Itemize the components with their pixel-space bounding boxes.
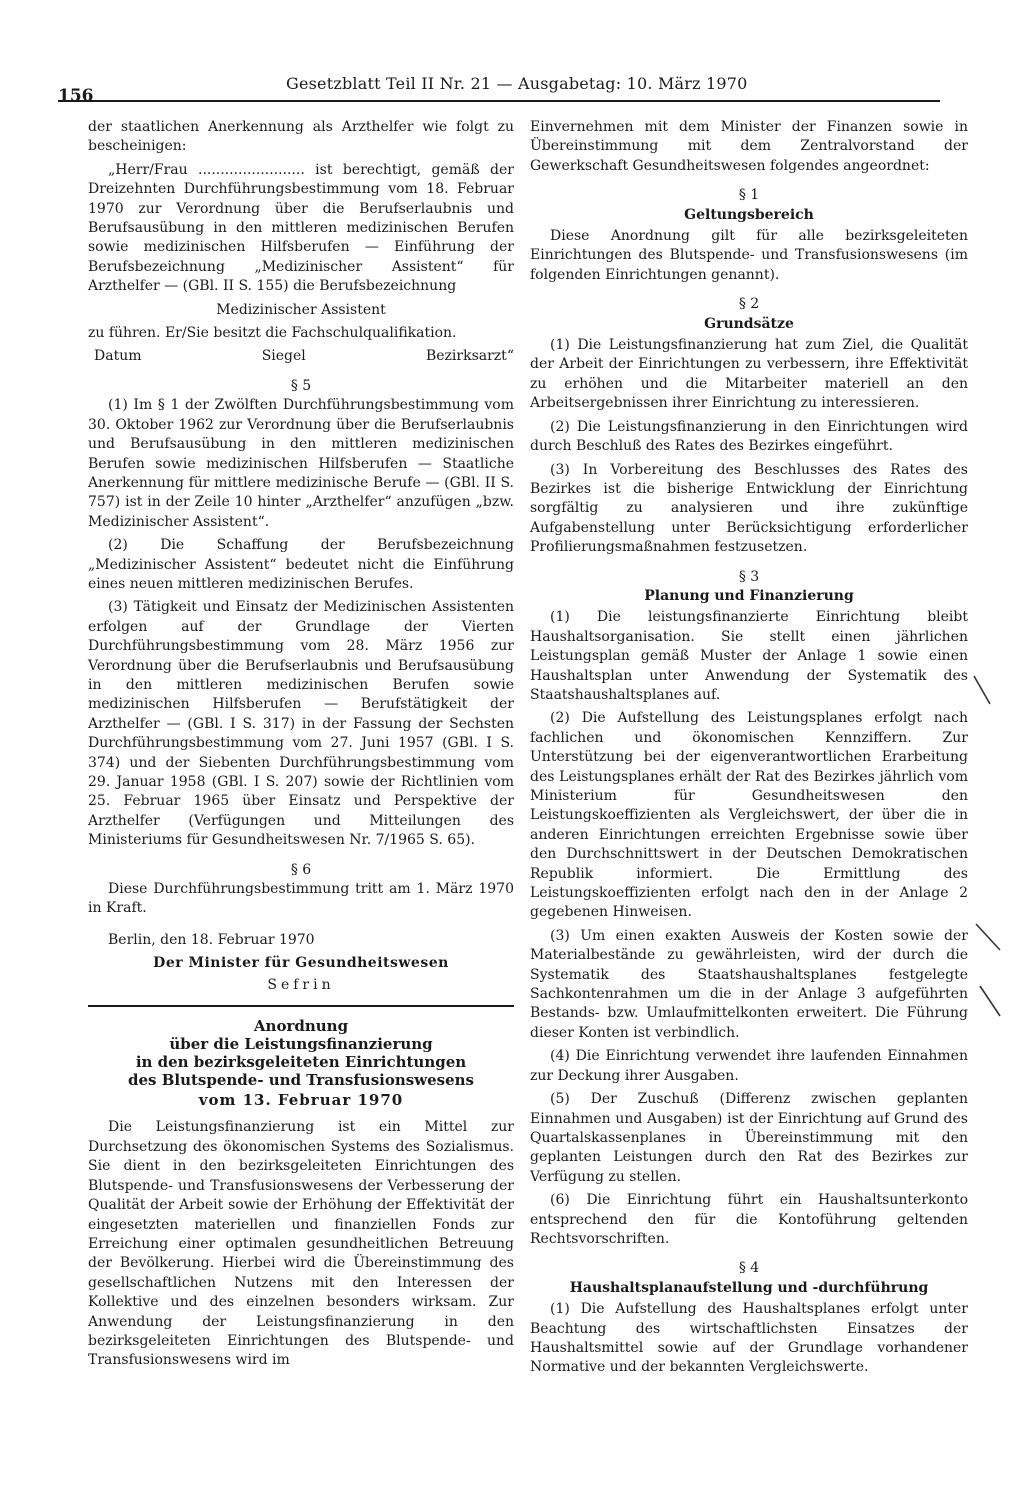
paragraph: (5) Der Zuschuß (Differenz zwischen geplanten Einnahmen und Ausgaben) ist der Einrichtung auf Grund des Quartalskassenplanes in Übereinstimmung mit den geplanten Leistungen durch den Rat des Bezirkes zur Verfügung zu stellen. [530,1091,968,1185]
paragraph: Die Leistungsfinanzierung ist ein Mittel zur Durchsetzung des ökonomischen Systems des Sozialismus. Sie dient in den bezirksgeleiteten Einrichtungen des Blutspende- und Transfusionswesens der Verbesserung der Qualität der Arbeit sowie der Erhöhung der Effektivität der eingesetzten materiellen und finanziellen Fonds zur Erreichung einer optimalen gesundheitlichen Betreuung der Bevölkerung. Hierbei wird die Übereinstimmung des gesellschaftlichen Nutzens mit den Interessen der Kollektive und des einzelnen besonders wirksam. Zur Anwendung der Leistungsfinanzierung in den bezirksgeleiteten Einrichtungen des Blutspende- und Transfusionswesens wird im [88,1119,514,1369]
section-heading: § 2 [738,296,760,313]
section-title: Grundsätze [704,315,794,332]
minister-title: Der Minister für Gesundheitswesen [153,955,449,972]
certificate-title: Medizinischer Assistent [216,301,386,318]
paragraph: (3) In Vorbereitung des Beschlusses des Rates des Bezirkes ist die bisherige Entwicklung der Einrichtung sorgfältig zu analysieren und ihre zukünftige Aufgabenstellung unter Berücksichtigung erforderlicher Profilierungsmaßnahmen festzusetzen. [530,461,968,556]
section-title: Haushaltsplanaufstellung und -durchführung [569,1279,929,1296]
ordinance-title-line: Anordnung [253,1017,349,1036]
certificate-text-end: zu führen. Er/Sie besitzt die Fachschulqualifikation. [88,325,457,342]
certificate-signature-row [88,347,514,366]
paragraph: Einvernehmen mit dem Minister der Finanzen sowie in Übereinstimmung mit dem Zentralvorstand der Gewerkschaft Gesundheitswesen folgendes angeordnet: [530,119,968,174]
paragraph: (3) Um einen exakten Ausweis der Kosten sowie der Materialbestände zu gewährleisten, wird der durch die Systematik des Staatshaushaltsplanes festgelegte Sachkontenrahmen um die in der Anlage 3 aufgeführten Bestands- bzw. Umlaufmittelkonten erweitert. Die Führung dieser Konten ist verbindlich. [530,927,968,1041]
signature-bezirksarzt: Bezirksarzt“ [425,348,514,365]
paragraph: (1) Die leistungsfinanzierte Einrichtung bleibt Haushaltsorganisation. Sie stellt einen jährlichen Leistungsplan gemäß Muster der Anlage 1 sowie einen Haushaltsplan unter Anwendung der Systematik des Staatshaushaltsplanes auf. [530,609,968,703]
section-heading: § 6 [290,861,312,878]
paragraph: (2) Die Schaffung der Berufsbezeichnung „Medizinischer Assistent“ bedeutet nicht die Einführung eines neuen mittleren medizinischen Berufes. [88,537,514,592]
place-date: Berlin, den 18. Februar 1970 [108,931,315,948]
ordinance-title-line: in den bezirksgeleiteten Einrichtungen [135,1053,467,1072]
margin-mark [980,986,1000,1016]
section-heading: § 1 [738,187,760,204]
margin-marks [970,670,1010,1030]
signature-datum: Datum [94,348,142,365]
signer-name: Sefrin [267,976,335,993]
page-number: 156 [58,86,94,106]
divider [88,1005,514,1007]
paragraph: (1) Die Leistungsfinanzierung hat zum Ziel, die Qualität der Arbeit der Einrichtungen zu verbessern, ihre Effektivität zu erhöhen und die Mitarbeiter materiell an den Arbeitsergebnissen ihrer Einrichtung zu interessieren. [530,337,968,412]
paragraph: (1) Im § 1 der Zwölften Durchführungsbestimmung vom 30. Oktober 1962 zur Verordnung über die Berufserlaubnis und Berufsausübung in den mittleren medizinischen Berufen sowie medizinischen Hilfsberufen — Staatliche Anerkennung für mittlere medizinische Berufe — (GBl. II S. 757) ist in der Zeile 10 hinter „Arzthelfer“ anzufügen „bzw. Medizinischer Assistent“. [88,397,514,530]
margin-mark [976,924,1000,950]
paragraph: (6) Die Einrichtung führt ein Haushaltsunterkonto entsprechend den für die Kontoführung geltenden Rechtsvorschriften. [530,1192,968,1247]
section-heading: § 5 [290,377,312,394]
left-column [88,118,514,1375]
paragraph: Diese Anordnung gilt für alle bezirksgeleiteten Einrichtungen des Blutspende- und Transfusionswesens (im folgenden Einrichtungen genannt). [530,228,968,283]
margin-mark [974,676,990,704]
right-column [530,118,968,1382]
paragraph: (2) Die Leistungsfinanzierung in den Einrichtungen wird durch Beschluß des Rates des Bezirkes eingeführt. [530,418,968,455]
paragraph: Diese Durchführungsbestimmung tritt am 1. März 1970 in Kraft. [88,881,514,917]
section-title: Planung und Finanzierung [644,587,854,604]
certificate-text: „Herr/Frau ........................ ist berechtigt, gemäß der Dreizehnten Durchführungsbestimmung vom 18. Februar 1970 zur Verordnung über die Berufserlaubnis und Berufsausübung in den mittleren medizinischen Berufen sowie medizinischen Hilfsberufen — Einführung der Berufsbezeichnung „Medizinischer Assistent“ für Arzthelfer — (GBl. II S. 155) die Berufsbezeichnung [88,161,514,295]
running-title: Gesetzblatt Teil II Nr. 21 — Ausgabetag: 10. März 1970 [286,74,748,93]
ordinance-date: vom 13. Februar 1970 [198,1091,404,1110]
page-header [58,74,940,106]
section-title: Geltungsbereich [684,206,814,223]
section-heading: § 4 [738,1260,760,1277]
signature-siegel: Siegel [261,348,306,365]
paragraph: (4) Die Einrichtung verwendet ihre laufenden Einnahmen zur Deckung ihrer Ausgaben. [530,1048,968,1084]
ordinance-title-line: des Blutspende- und Transfusionswesens [128,1071,474,1090]
paragraph: (1) Die Aufstellung des Haushaltsplanes erfolgt unter Beachtung des wirtschaftlichsten Einsatzes der Haushaltsmittel sowie auf der Grundlage vorhandener Normative und der bekannten Vergleichswerte. [530,1301,968,1376]
paragraph: (3) Tätigkeit und Einsatz der Medizinischen Assistenten erfolgen auf der Grundlage der Vierten Durchführungsbestimmung vom 28. März 1956 zur Verordnung über die Berufserlaubnis und Berufsausübung in den mittleren medizinischen Berufen sowie medizinischen Hilfsberufen — Berufstätigkeit der Arzthelfer — (GBl. I S. 317) in der Fassung der Sechsten Durchführungsbestimmung vom 27. Juni 1957 (GBl. I S. 374) und der Siebenten Durchführungsbestimmung vom 29. Januar 1958 (GBl. I S. 207) sowie der Richtlinien vom 25. Februar 1965 über Einsatz und Perspektive der Arzthelfer (Verfügungen und Mitteilungen des Ministeriums für Gesundheitswesen Nr. 7/1965 S. 65). [88,599,514,849]
section-heading: § 3 [738,568,760,585]
paragraph: (2) Die Aufstellung des Leistungsplanes erfolgt nach fachlichen und ökonomischen Kennziffern. Zur Unterstützung bei der eigenverantwortlichen Erarbeitung des Leistungsplanes erhält der Rat des Bezirkes jährlich vom Ministerium für Gesundheitswesen den Leistungskoeffizienten als Vergleichswert, der über die in anderen Einrichtungen erreichten Ergebnisse sowie über den Durchschnittswert in der Deutschen Demokratischen Republik informiert. Die Ermittlung des Leistungskoeffizienten erfolgt nach den in der Anlage 2 gegebenen Hinweisen. [530,710,968,921]
ordinance-title-line: über die Leistungsfinanzierung [169,1035,433,1054]
paragraph: der staatlichen Anerkennung als Arzthelfer wie folgt zu bescheinigen: [88,119,514,155]
